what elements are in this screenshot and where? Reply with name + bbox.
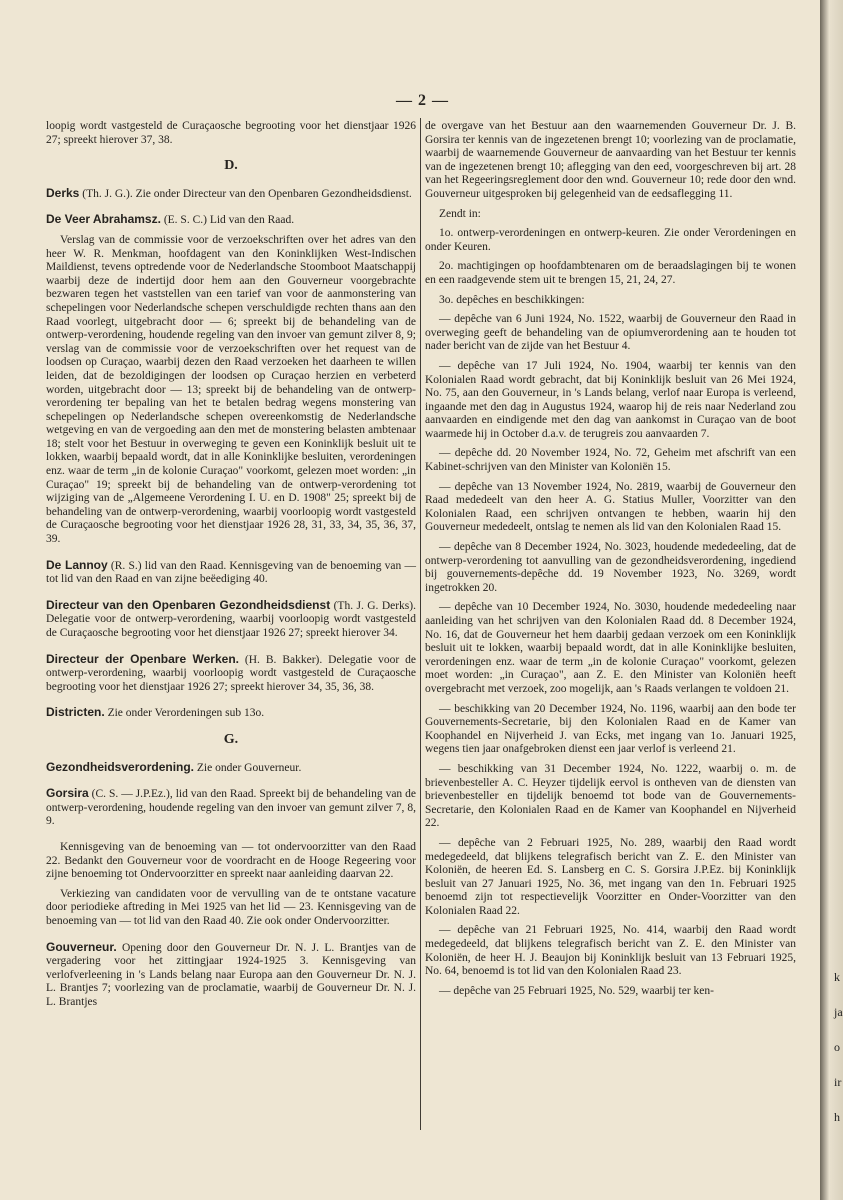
entry-gorsira-p3: Verkiezing van candidaten voor de vervulling van de te ontstane vacature door periodieke aftreding in Mei 1925 van het lid — 23. Kennisgeving van de benoeming van — tot lid van den Raad 40. Zie ook onder Ondervoorzitter.	[46, 887, 416, 927]
edge-fragment: ir	[834, 1075, 842, 1089]
entry-text: (R. S.) lid van den Raad. Kennisgeving van de benoeming van — tot lid van den Raad en van zijne beëediging 40.	[46, 559, 416, 586]
depeche-entry: — depêche van 21 Februari 1925, No. 414, waarbij den Raad wordt medegedeeld, dat blijkens telegrafisch bericht van Z. E. den Minister van Koloniën, de heer H. J. Beaujon bij Koninklijk besluit van 13 Februari 1925, No. 64, benoemd is tot lid van den Kolonialen Raad 23.	[425, 924, 796, 978]
entry-districten	[46, 706, 416, 721]
entry-gezondheidsverordening	[46, 761, 416, 776]
zendt-in-heading: Zendt in:	[439, 207, 481, 220]
entry-de-lannoy	[46, 559, 416, 587]
depeche-entry: — depêche van 6 Juni 1924, No. 1522, waarbij de Gouverneur den Raad in overweging geeft de behandeling van de opiumverordening aan te houden tot nader bericht van de zijde van het Bestuur 4.	[425, 313, 796, 353]
edge-fragment: k	[834, 970, 840, 984]
page-number: — 2 —	[396, 92, 449, 109]
entry-de-veer	[46, 213, 416, 228]
item-2: 2o. machtigingen op hoofdambtenaren om de beraadslagingen bij te wonen en een raadgevende stem uit te brengen 15, 21, 24, 27.	[425, 260, 796, 286]
section-letter-g: G.	[223, 731, 239, 747]
section-letter-d: D.	[224, 158, 238, 174]
entry-derks	[46, 187, 416, 202]
depeche-entry: — depêche dd. 20 November 1924, No. 72, Geheim met afschrift van een Kabinet-schrijven van den Minister van Koloniën 15.	[425, 447, 796, 474]
continued-paragraph: loopig wordt vastgesteld de Curaçaosche begrooting voor het dienstjaar 1926 27; spreekt hierover 37, 38.	[46, 120, 416, 146]
edge-fragment: o	[834, 1040, 840, 1054]
continued-paragraph: de overgave van het Bestuur aan den waarnemenden Gouverneur Dr. J. B. Gorsira ter kennis van de ingezetenen brengt 10; voorlezing van de proclamatie, waarbij de waarnemende Gouverneur de aanvaarding van het Bestuur ter kennis van de ingezetenen brengt 10; aflegging van den eed, voorgeschreven bij art. 28 van het Regeeringsreglement door den wnd. Gouverneur 10; rede door den wnd. Gouverneur uitgesproken bij gelegenheid van de eedsaflegging 11.	[425, 120, 796, 200]
depeche-entry: — depêche van 17 Juli 1924, No. 1904, waarbij ter kennis van den Kolonialen Raad wordt gebracht, dat bij Koninklijk besluit van 26 Mei 1924, No. 75, aan den Gouverneur, in 's Lands belang, verlof naar Europa is verleend, ingaande met den dag in Augustus 1924, waarop hij de reis naar Nederland zou aanvaarden en eindigende met den dag van aankomst in Curaçao van de boot waarmede hij in October d.a.v. de terugreis zou aanvaarden 7.	[425, 359, 796, 440]
entry-heading: Derks	[46, 185, 80, 200]
depeche-entry: — beschikking van 31 December 1924, No. 1222, waarbij o. m. de brievenbesteller A. C. Heyzer tijdelijk eervol is ontheven van de diensten van brievenbesteller en tijdelijk benoemd tot bode van de Gouvernements-Secretarie, den Kolonialen Raad en de Kamer van Koophandel en Nijverheid 22.	[425, 762, 796, 830]
entry-gouverneur	[46, 941, 416, 1010]
edge-fragment: ja	[834, 1005, 843, 1019]
entry-text: Zie onder Gouverneur.	[194, 761, 302, 774]
entry-heading: Gouverneur.	[46, 939, 117, 954]
entry-gorsira-p2: Kennisgeving van de benoeming van — tot ondervoorzitter van den Raad 22. Bedankt den Gouverneur voor de voordracht en de Hooge Regeering voor zijne benoeming tot Ondervoorzitter en spreekt naar aanleiding daarvan 22.	[46, 840, 416, 881]
right-column	[425, 120, 796, 1004]
entry-heading: Directeur der Openbare Werken.	[46, 651, 239, 666]
entry-heading: Gezondheidsverordening.	[46, 759, 195, 774]
entry-de-veer-body: Verslag van de commissie voor de verzoekschriften over het adres van den heer W. R. Menkman, hoofdagent van den Koninklijken West-Indischen Maildienst, tevens optredende voor de Nederlandsche Stoomboot Maatschappij waarbij deze de indertijd door hem aan den Gouverneur voorgebrachte bezwaren tegen het vaststellen van een tarief van voor de aanmonstering van schepelingen voor Nederlandsche schepen verschuldigde rechten thans aan den Raad voorlegt, uitgebracht door — 6; spreekt bij de behandeling van de ontwerp-verordening, houdende regeling van den invoer van gemunt zilver 8, 9; verslag van de commissie voor de verzoekschriften over het request van de loodsen op Curaçao, waarbij dezen den Raad verzoeken het daarheen te willen leiden, dat de bezoldigingen der loodsen op Curaçao herzien en verbeterd worden, uitgebracht door — 13; spreekt bij de behandeling van de ontwerp-verordening ter bepaling van het te betalen bedrag wegens monstering van schepelingen op Nederlandsche schepen overeenkomstig de Nederlandsche wetgeving en van de vergoeding aan den met de monstering belasten ambtenaar 18; stelt voor het Bestuur in overweging te geven een Koninklijk besluit uit te lokken, waarbij bepaald wordt, dat in alle Koninklijke besluiten, verordeningen enz. waar de term „in de kolonie Curaçao" voorkomt, gelezen moet worden: „in Curaçao" 19; spreekt bij de behandeling van de ontwerp-verordening tot wijziging van de „Algemeene Verordening I. U. en D. 1908" 25; spreekt bij de behandeling van de ontwerp-verordening, waarbij voorloopig wordt vastgesteld de Curaçaosche begrooting voor het dienstjaar 1926 28, 31, 33, 34, 35, 36, 37, 39.	[46, 233, 416, 546]
adjacent-page-fragments	[834, 960, 843, 1135]
entry-heading: Districten.	[46, 705, 105, 720]
depeche-entry: — depêche van 2 Februari 1925, No. 289, waarbij den Raad wordt medegedeeld, dat blijkens telegrafisch bericht van Z. E. den Minister van Koloniën, de heeren Ed. S. Lansberg en C. S. Gorsira J.P.Ez. bij Koninklijk besluit van 27 Januari 1925, No. 36, met ingang van den 1n. Februari 1925 benoemd zijn tot respectievelijk Voorzitter en Onder-Voorzitter van den Kolonialen Raad 22.	[425, 836, 796, 917]
entry-gorsira	[46, 787, 416, 829]
entry-directeur-openbare-werken	[46, 653, 416, 695]
depeche-entry: — depêche van 8 December 1924, No. 3023, houdende mededeeling, dat de ontwerp-verordening tot aanvulling van de gezondheidsverordening, ingediend bij gouvernements-depêche dd. 19 November 1923, No. 3269, wordt ingetrokken 20.	[425, 541, 796, 594]
edge-fragment: h	[834, 1110, 840, 1124]
item-3: 3o. depêches en beschikkingen:	[439, 293, 585, 306]
item-1: 1o. ontwerp-verordeningen en ontwerp-keuren. Zie onder Verordeningen en onder Keuren.	[425, 227, 796, 253]
left-column	[46, 120, 416, 1015]
entry-heading: De Lannoy	[46, 557, 108, 572]
entry-text: (E. S. C.) Lid van den Raad.	[160, 214, 295, 227]
depeche-entry: — beschikking van 20 December 1924, No. 1196, waarbij aan den bode ter Gouvernements-Secretarie, bij den Kolonialen Raad en de Kamer van Koophandel en Nijverheid J. van Ecks, met ingang van 1o. Januari 1925, wegens tien jaar onafgebroken dienst een jaar verlof is verleend 21.	[425, 702, 796, 756]
entry-text: Zie onder Verordeningen sub 13o.	[104, 707, 265, 720]
entry-text: Opening door den Gouverneur Dr. N. J. L. Brantjes van de vergadering voor het zittingjaar 1924-1925 3. Kennisgeving van verlofverleening in 's Lands belang naar Europa aan den Gouverneur Dr. N. J. L. Brantjes 7; voorlezing van de proclamatie, waarbij de Gouverneur Dr. N. J. L. Brantjes	[46, 941, 416, 1008]
entry-heading: De Veer Abrahamsz.	[46, 212, 161, 227]
entry-heading: Directeur van den Openbaren Gezondheidsdienst	[46, 597, 331, 612]
entry-directeur-gezondheidsdienst	[46, 599, 416, 641]
depeche-entry: — depêche van 25 Februari 1925, No. 529, waarbij ter ken-	[439, 984, 714, 997]
column-divider	[420, 118, 421, 1130]
entry-text: (C. S. — J.P.Ez.), lid van den Raad. Spreekt bij de behandeling van de ontwerp-verordening, houdende regeling van den invoer van gemunt zilver 7, 8, 9.	[46, 788, 416, 828]
entry-text: (H. B. Bakker). Delegatie voor de ontwerp-verordening, waarbij voorloopig wordt vastgesteld de Curaçaosche begrooting voor het dienstjaar 1926 27; spreekt hierover 34, 35, 36, 38.	[46, 653, 417, 693]
depeche-entry: — depêche van 13 November 1924, No. 2819, waarbij de Gouverneur den Raad mededeelt van den heer A. G. Statius Muller, Voorzitter van den Kolonialen Raad, een schrijven ontvangen te hebben, waarin hij den Gouverneur mededeelt, ontslag te nemen als lid van den Kolonialen Raad 15.	[425, 480, 796, 534]
entry-text: (Th. J. G. Derks). Delegatie voor de ontwerp-verordening, waarbij voorloopig wordt vastgesteld de Curaçaosche begrooting voor het dienstjaar 1926 27; spreekt hierover 34.	[46, 599, 416, 639]
entry-heading: Gorsira	[46, 786, 89, 801]
entry-text: (Th. J. G.). Zie onder Directeur van den Openbaren Gezondheidsdienst.	[79, 187, 412, 200]
depeche-entry: — depêche van 10 December 1924, No. 3030, houdende mededeeling naar aanleiding van het schrijven van den Kolonialen Raad dd. 8 December 1924, No. 16, dat de Gouverneur het hem daarbij gedaan verzoek om een Koninklijk besluit uit te lokken, waarbij bepaald wordt, dat in alle Koninklijke besluiten, verordeningen enz. waar de term „in de kolonie Curaçao" voorkomt, gelezen moet worden: „in Curaçao", aan Z. E. den Minister van Koloniën heeft overgebracht met verzoek, zoo mogelijk, aan 's Raads verlangen te voldoen 21.	[425, 601, 796, 695]
